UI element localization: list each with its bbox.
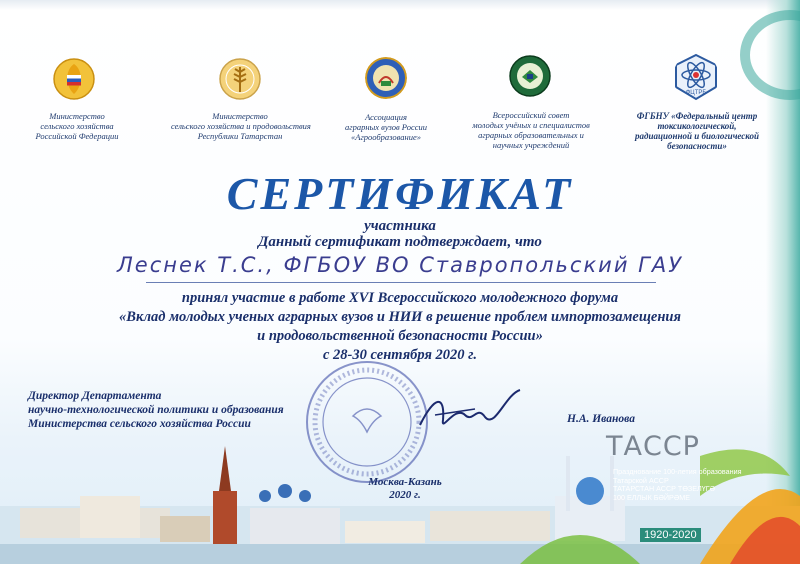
- place-and-year: Москва-Казань 2020 г.: [368, 476, 442, 501]
- org-caption-young-scientists: Всероссийский совет молодых учёных и специалистов аграрных образовательных и научных учреждений: [472, 110, 590, 150]
- fctrb-logo-caption: ФЦТРБ: [685, 90, 707, 96]
- body-line-3: и продовольственной безопасности России»: [257, 328, 543, 344]
- org-caption-ministry-rf: Министерство сельского хозяйства Российской Федерации: [35, 111, 119, 141]
- young-scientists-council-emblem-icon: [509, 55, 551, 97]
- participant-handwritten-name: Леснек Т.С., ФГБОУ ВО Ставропольский ГАУ: [116, 253, 683, 277]
- org-caption-agroobrazovanie: Ассоциация аграрных вузов России «Агрообразование»: [345, 112, 427, 142]
- certificate-title: СЕРТИФИКАТ: [226, 168, 574, 219]
- teal-swirl-ornament: [740, 10, 800, 100]
- body-line-2: «Вклад молодых ученых аграрных вузов и НИИ в решение проблем импортозамещения: [119, 309, 681, 325]
- top-shadow-edge: [0, 0, 800, 10]
- fctrb-atom-emblem-icon: [673, 53, 719, 101]
- tassr-logo-title: ТАССР: [606, 431, 700, 462]
- ministry-agriculture-emblem-icon: [53, 58, 95, 100]
- org-caption-ministry-rt: Министерство сельского хозяйства и продовольствия Республики Татарстан: [171, 111, 311, 141]
- signer-name: Н.А. Иванова: [567, 413, 635, 425]
- agroobrazovanie-emblem-icon: [365, 57, 407, 99]
- tatarstan-ministry-wheat-emblem-icon: [219, 58, 261, 100]
- tassr-years-badge: 1920-2020: [640, 528, 701, 542]
- certificate-subtitle: участника: [364, 218, 436, 234]
- official-seal-stamp-icon: [303, 358, 431, 486]
- director-signature: [415, 385, 535, 440]
- participant-underline: [146, 282, 656, 283]
- tassr-anniversary-caption: Празднование 100-летия образования Татарской АССР ТАТАРСТАН АССР ТӨЗЕЛҮГӘ 100 ЕЛЛЫК БӘЙРӘМЕ: [613, 467, 742, 502]
- body-line-1: принял участие в работе XVI Всероссийского молодежного форума: [181, 290, 619, 306]
- director-title-block: Директор Департамента научно-технологической политики и образования Министерства сельского хозяйства России: [28, 390, 284, 430]
- event-dates: с 28-30 сентября 2020 г.: [323, 347, 477, 363]
- confirm-line: Данный сертификат подтверждает, что: [258, 234, 542, 250]
- org-caption-fctrb: ФГБНУ «Федеральный центр токсикологической, радиационной и биологической безопасности»: [634, 111, 760, 151]
